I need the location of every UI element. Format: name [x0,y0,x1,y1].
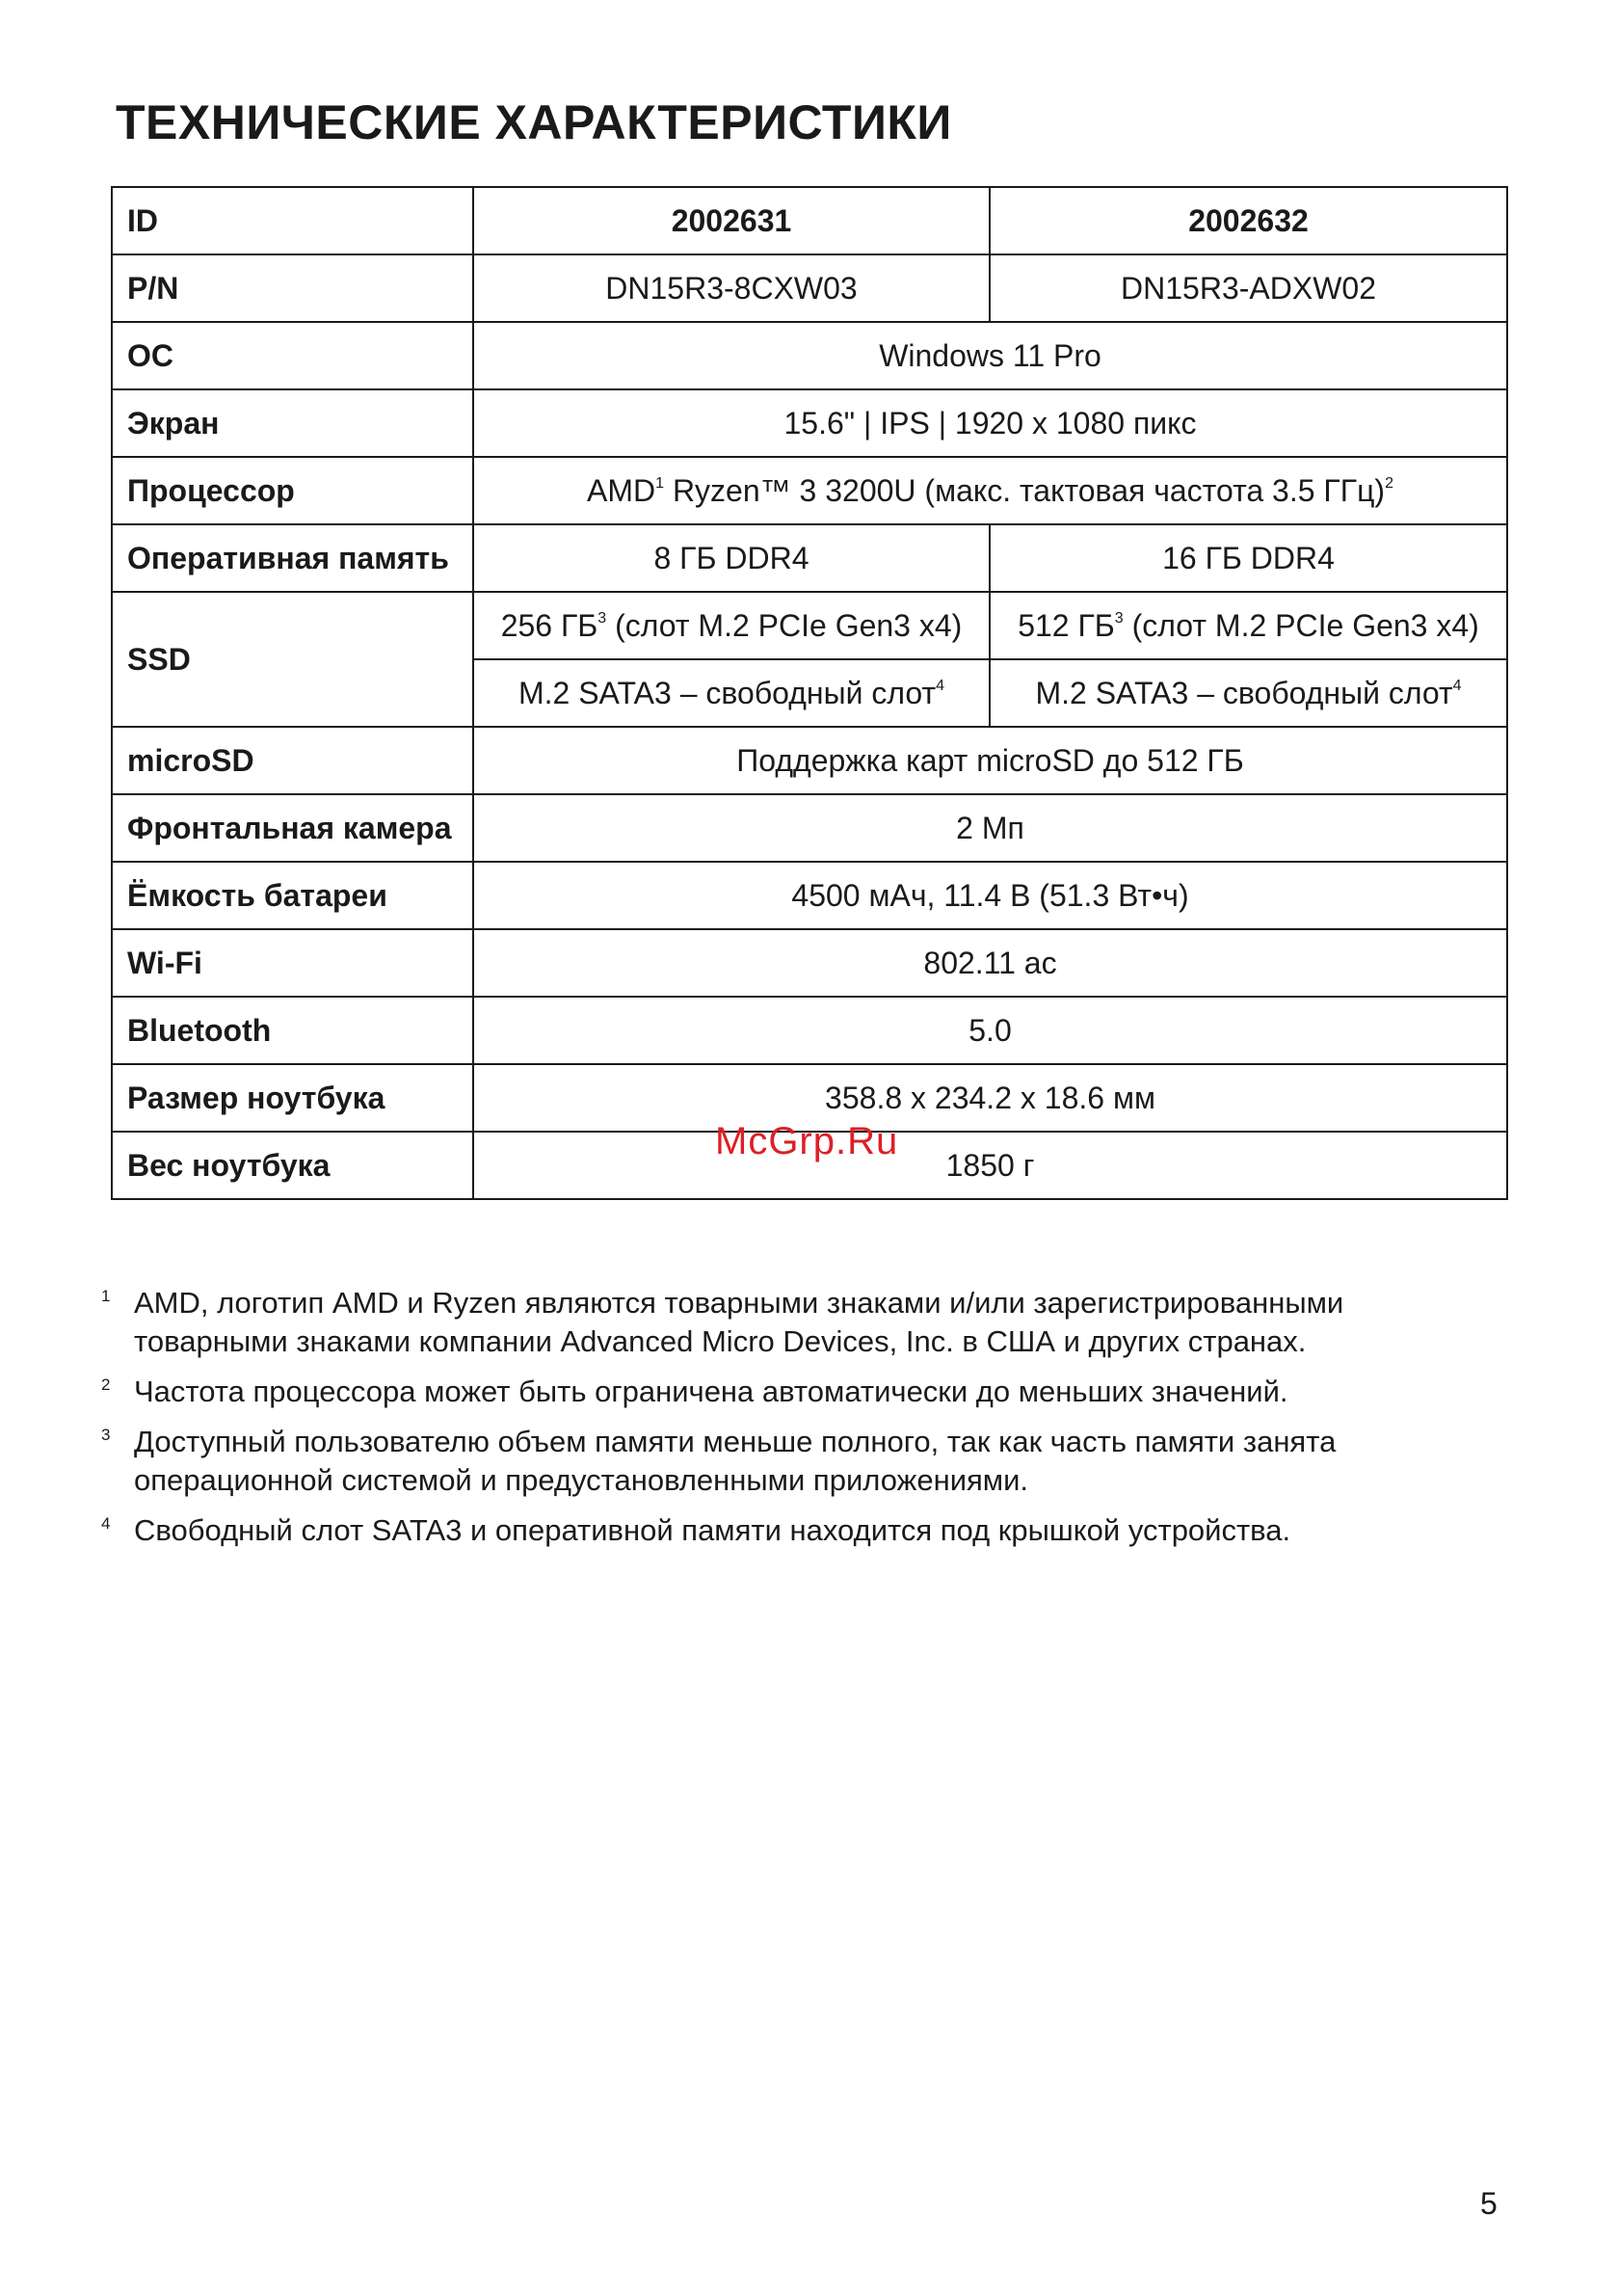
microsd-value: Поддержка карт microSD до 512 ГБ [473,727,1507,794]
row-label: Размер ноутбука [112,1064,473,1132]
footnote-ref: 1 [655,475,665,492]
table-row [112,389,1507,457]
footnote-item [101,1373,1470,1411]
footnote-text: Доступный пользователю объем памяти меньше полного, так как часть памяти занята операционной системой и предустановленными приложениями. [134,1425,1337,1497]
table-row [112,592,1507,659]
free-slot-text: M.2 SATA3 – свободный слот [1035,676,1453,710]
battery-value: 4500 мАч, 11.4 В (51.3 Вт•ч) [473,862,1507,929]
row-label: SSD [112,592,473,727]
row-label: Оперативная память [112,524,473,592]
table-row [112,997,1507,1064]
row-label: Wi-Fi [112,929,473,997]
row-label: P/N [112,254,473,322]
table-row [112,794,1507,862]
footnote-ref: 2 [1385,475,1393,492]
page-title: ТЕХНИЧЕСКИЕ ХАРАКТЕРИСТИКИ [116,95,952,149]
row-label: Bluetooth [112,997,473,1064]
footnote-text: AMD, логотип AMD и Ryzen являются товарными знаками и/или зарегистрированными товарными знаками компании Advanced Micro Devices, Inc. в США и других странах. [134,1286,1344,1358]
screen-value: 15.6" | IPS | 1920 x 1080 пикс [473,389,1507,457]
camera-value: 2 Мп [473,794,1507,862]
footnote-number: 1 [101,1287,111,1305]
page-number: 5 [1480,2186,1498,2221]
footnote-ref: 3 [1114,610,1124,627]
id-col2: 2002632 [990,187,1507,254]
table-row [112,457,1507,524]
ram-col2: 16 ГБ DDR4 [990,524,1507,592]
row-label: ОС [112,322,473,389]
footnote-number: 2 [101,1375,111,1394]
pn-col2: DN15R3-ADXW02 [990,254,1507,322]
footnote-number: 3 [101,1426,111,1444]
footnote-ref: 4 [1452,678,1462,694]
cpu-brand: AMD [587,473,656,508]
specs-table [111,186,1508,1200]
footnote-ref: 4 [936,678,945,694]
row-label: Ёмкость батареи [112,862,473,929]
ssd-capacity-text: 256 ГБ [500,608,598,643]
footnote-number: 4 [101,1514,111,1533]
row-label: Процессор [112,457,473,524]
ram-col1: 8 ГБ DDR4 [473,524,990,592]
row-label: Фронтальная камера [112,794,473,862]
ssd-slot-type: (слот M.2 PCIe Gen3 x4) [606,608,963,643]
table-row [112,254,1507,322]
row-label: microSD [112,727,473,794]
table-row [112,524,1507,592]
ssd-col2-free-slot [990,659,1507,727]
row-label: ID [112,187,473,254]
footnote-item [101,1423,1470,1500]
size-value: 358.8 x 234.2 x 18.6 мм [473,1064,1507,1132]
footnote-ref: 3 [597,610,607,627]
weight-value: 1850 г [473,1132,1507,1199]
ssd-col2-capacity [990,592,1507,659]
footnote-text: Частота процессора может быть ограничена автоматически до меньших значений. [134,1375,1288,1408]
row-label: Вес ноутбука [112,1132,473,1199]
footnote-item [101,1284,1470,1361]
ssd-slot-type: (слот M.2 PCIe Gen3 x4) [1123,608,1479,643]
ssd-col1-free-slot [473,659,990,727]
ssd-capacity-text: 512 ГБ [1018,608,1115,643]
table-row [112,322,1507,389]
ssd-col1-capacity [473,592,990,659]
table-row [112,929,1507,997]
pn-col1: DN15R3-8CXW03 [473,254,990,322]
footnote-item [101,1511,1470,1550]
wifi-value: 802.11 ac [473,929,1507,997]
table-row [112,862,1507,929]
id-col1: 2002631 [473,187,990,254]
cpu-value [473,457,1507,524]
cpu-model: Ryzen™ 3 3200U (макс. тактовая частота 3.5 ГГц) [664,473,1386,508]
row-label: Экран [112,389,473,457]
bluetooth-value: 5.0 [473,997,1507,1064]
table-row [112,727,1507,794]
watermark: McGrp.Ru [715,1120,899,1162]
footnotes-list [101,1284,1470,1562]
os-value: Windows 11 Pro [473,322,1507,389]
footnote-text: Свободный слот SATA3 и оперативной памяти находится под крышкой устройства. [134,1513,1291,1547]
table-row [112,187,1507,254]
free-slot-text: M.2 SATA3 – свободный слот [517,676,937,710]
